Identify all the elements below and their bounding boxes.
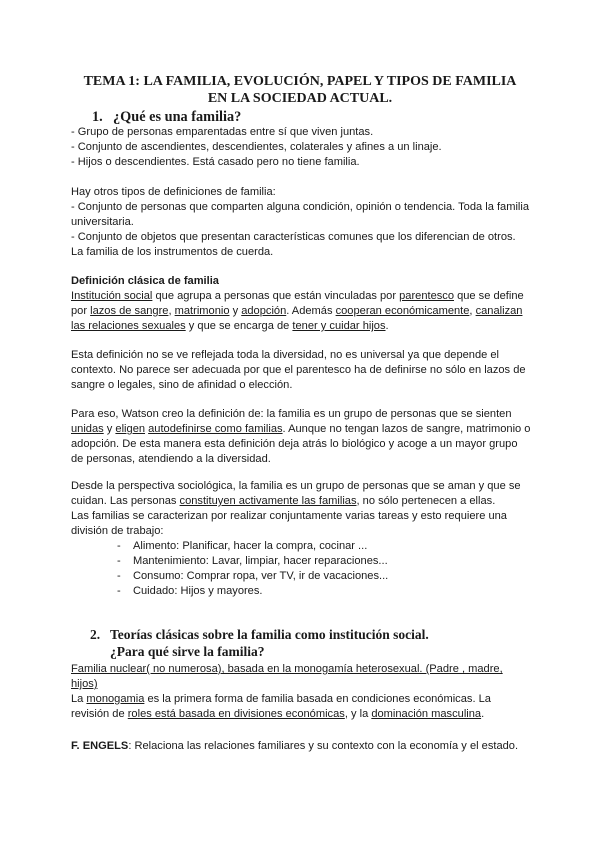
list-item: - Alimento: Planificar, hacer la compra, cocinar ... bbox=[117, 539, 531, 554]
list-item: - Cuidado: Hijos y mayores. bbox=[117, 584, 531, 599]
other-intro: Hay otros tipos de definiciones de familia: bbox=[71, 186, 276, 198]
term-canalizan: canalizan las relaciones sexuales bbox=[71, 305, 523, 332]
list-item: - Mantenimiento: Lavar, limpiar, hacer reparaciones... bbox=[117, 554, 531, 569]
section-2-body bbox=[71, 662, 531, 722]
term-constituyen: constituyen activamente las familias bbox=[179, 495, 357, 507]
term-adopcion: adopción bbox=[241, 305, 287, 317]
text: que agrupa a personas que están vinculadas por bbox=[152, 290, 400, 302]
list-item: - Conjunto de personas que comparten alguna condición, opinión o tendencia. Toda la familia universitaria. bbox=[71, 201, 530, 228]
section-1-heading bbox=[92, 109, 241, 126]
page-title: TEMA 1: LA FAMILIA, EVOLUCIÓN, PAPEL Y TIPOS DE FAMILIA EN LA SOCIEDAD ACTUAL. bbox=[83, 74, 517, 106]
text: Desde la perspectiva sociológica, la familia es un grupo de personas que se aman y que se cuidan. Las personas bbox=[71, 480, 521, 507]
section-2-paragraph bbox=[71, 692, 531, 722]
term-eligen: eligen bbox=[115, 423, 146, 435]
list-item: - Hijos o descendientes. Está casado pero no tiene familia. bbox=[71, 156, 360, 168]
text: Para eso, Watson creo la definición de: la familia es un grupo de personas que se sienten bbox=[71, 408, 512, 420]
sociological-perspective bbox=[71, 479, 531, 599]
section-2-heading-line2: ¿Para qué sirve la familia? bbox=[110, 644, 265, 659]
list-item: - Conjunto de objetos que presentan características comunes que los diferencian de otros. La familia de los instrumentos de cuerda. bbox=[71, 231, 516, 258]
term-matrimonio: matrimonio bbox=[174, 305, 230, 317]
term-autodefinirse: autodefinirse como familias bbox=[148, 423, 283, 435]
section-1-heading-text: ¿Qué es una familia? bbox=[113, 109, 242, 125]
classic-paragraph-2: Esta definición no se ve reflejada toda la diversidad, no es universal ya que depende el contexto. No parece ser adecuada por que el parentesco ha de definirse no sólo en lazos de sangre o legales, sino de afinidad o elección. bbox=[71, 349, 526, 391]
text: La bbox=[71, 693, 87, 705]
section-1-number: 1. bbox=[92, 109, 103, 125]
text: . bbox=[385, 320, 389, 332]
list-item: - Consumo: Comprar ropa, ver TV, ir de vacaciones... bbox=[117, 569, 531, 584]
term-roles: roles está basada en divisiones económicas bbox=[127, 708, 345, 720]
text: , bbox=[469, 305, 476, 317]
term-tener-cuidar-hijos: tener y cuidar hijos bbox=[292, 320, 386, 332]
term-unidas: unidas bbox=[71, 423, 104, 435]
section-2-heading-line1: Teorías clásicas sobre la familia como institución social. bbox=[110, 627, 429, 642]
text: . bbox=[481, 708, 485, 720]
other-definitions bbox=[71, 185, 531, 260]
classic-paragraph-3 bbox=[71, 407, 531, 467]
text: y bbox=[229, 305, 242, 317]
term-dominacion: dominación masculina bbox=[371, 708, 482, 720]
text: y bbox=[103, 423, 116, 435]
classic-heading: Definición clásica de familia bbox=[71, 275, 219, 287]
term-lazos-de-sangre: lazos de sangre bbox=[90, 305, 169, 317]
text: y que se encarga de bbox=[185, 320, 293, 332]
text: . Además bbox=[286, 305, 336, 317]
text: , y la bbox=[344, 708, 372, 720]
term-cooperan: cooperan económicamente bbox=[335, 305, 470, 317]
list-item: - Conjunto de ascendientes, descendientes, colaterales y afines a un linaje. bbox=[71, 141, 442, 153]
list-item: - Grupo de personas emparentadas entre sí que viven juntas. bbox=[71, 126, 374, 138]
text: , bbox=[168, 305, 175, 317]
section-2-heading bbox=[90, 626, 540, 660]
engels-text: : Relaciona las relaciones familiares y su contexto con la economía y el estado. bbox=[128, 740, 519, 752]
term-monogamia: monogamia bbox=[86, 693, 145, 705]
text: , no sólo pertenecen a ellas. bbox=[356, 495, 496, 507]
engels-paragraph bbox=[71, 739, 531, 754]
classic-definition bbox=[71, 274, 531, 334]
classic-paragraph-1 bbox=[71, 289, 531, 334]
section-2-number: 2. bbox=[90, 627, 101, 642]
text: . Aunque no tengan lazos de sangre, matrimonio o adopción. De esta manera esta definición deja atrás lo biológico y acoge a un mayor grupo de personas, atendiendo a la diversidad. bbox=[71, 423, 531, 465]
tasks-list bbox=[71, 539, 531, 599]
term-institucion-social: Institución social bbox=[71, 290, 153, 302]
engels-name: F. ENGELS bbox=[71, 740, 129, 752]
classic-paragraph-4 bbox=[71, 479, 531, 509]
nuclear-family: Familia nuclear( no numerosa), basada en la monogamía heterosexual. (Padre , madre, hijos) bbox=[71, 663, 503, 690]
classic-paragraph-5: Las familias se caracterizan por realizar conjuntamente varias tareas y esto requiere una división de trabajo: bbox=[71, 510, 507, 537]
term-parentesco: parentesco bbox=[399, 290, 454, 302]
definitions-list bbox=[71, 125, 531, 170]
text: es la primera forma de familia basada en condiciones económicas. La revisión de bbox=[71, 693, 491, 720]
text: que se define por bbox=[71, 290, 524, 317]
